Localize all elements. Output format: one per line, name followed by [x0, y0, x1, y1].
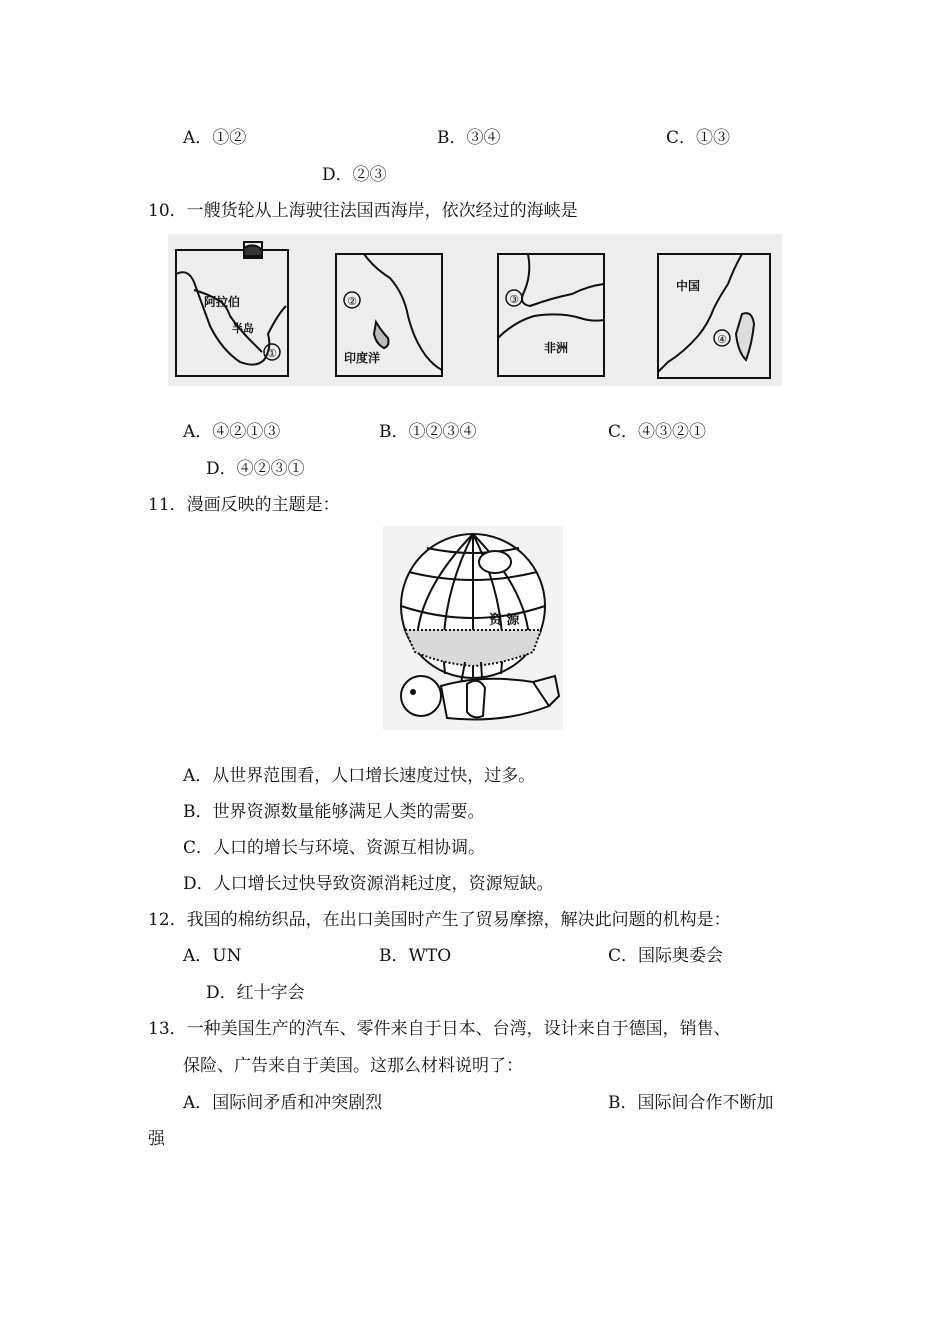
option-a: A．国际间矛盾和冲突剧烈	[183, 1093, 383, 1113]
question-10-stem: 10．一艘货轮从上海驶往法国西海岸，依次经过的海峡是	[148, 201, 578, 221]
option-a: A．④②①③	[183, 422, 281, 442]
map-3-number: ③	[509, 293, 519, 306]
option-d: D．红十字会	[206, 983, 305, 1003]
option-c: C．④③②①	[608, 422, 707, 442]
option-c: C．国际奥委会	[608, 946, 724, 966]
strait-maps-figure	[168, 234, 782, 386]
question-12-stem: 12．我国的棉纺织品，在出口美国时产生了贸易摩擦，解决此问题的机构是：	[148, 910, 731, 930]
option-b: B．国际间合作不断加	[608, 1093, 774, 1113]
option-d: D．②③	[322, 165, 387, 185]
map-4	[658, 254, 770, 378]
map-3-label: 非洲	[544, 341, 569, 355]
option-b: B．WTO	[379, 946, 452, 966]
map-2-label: 印度洋	[344, 351, 381, 365]
option-c: C．①③	[666, 128, 731, 148]
map-4-label: 中国	[676, 279, 701, 293]
map-1-label-2: 半岛	[232, 322, 254, 335]
option-b-wrap: 强	[148, 1129, 165, 1149]
resource-cartoon	[383, 526, 563, 730]
option-b: B．①②③④	[379, 422, 477, 442]
map-4-number: ④	[717, 333, 727, 346]
option-d: D．④②③①	[206, 459, 305, 479]
question-11-stem: 11．漫画反映的主题是：	[148, 495, 340, 515]
option-b: B．③④	[437, 128, 501, 148]
map-3	[498, 254, 604, 376]
question-13-stem-line-1: 13．一种美国生产的汽车、零件来自于日本、台湾，设计来自于德国，销售、	[148, 1019, 731, 1039]
option-c: C．人口的增长与环境、资源互相协调。	[183, 838, 486, 858]
question-13-stem-line-2: 保险、广告来自于美国。这那么材料说明了：	[183, 1056, 523, 1076]
option-d: D．人口增长过快导致资源消耗过度，资源短缺。	[183, 874, 554, 894]
option-a: A．UN	[183, 946, 242, 966]
cartoon-resource-label: 资 源	[489, 613, 520, 628]
option-b: B．世界资源数量能够满足人类的需要。	[183, 802, 485, 822]
option-a: A．①②	[183, 128, 247, 148]
map-1-number: ①	[267, 347, 277, 360]
map-2-number: ②	[347, 295, 357, 308]
map-1-label-1: 阿拉伯	[204, 295, 241, 309]
option-a: A．从世界范围看，人口增长速度过快，过多。	[183, 766, 536, 786]
